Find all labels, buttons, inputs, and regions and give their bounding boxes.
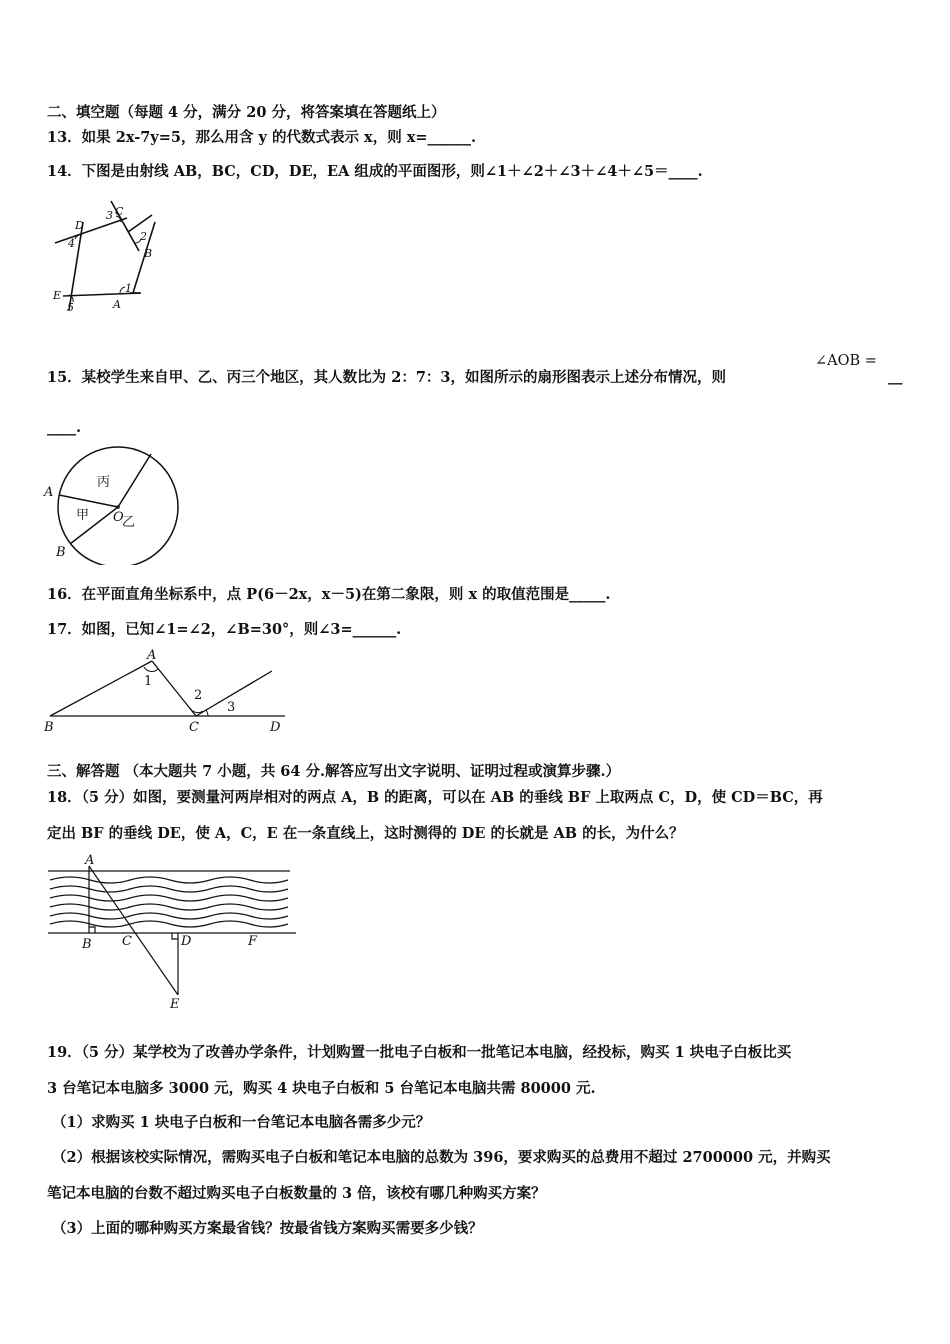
fig17-label-A: A (147, 648, 157, 663)
question-15-blank-end: __ (888, 368, 903, 385)
fig14-label-5: 5 (67, 301, 74, 314)
fig18-label-B: B (82, 937, 92, 952)
question-18-line-1: 18．（5 分）如图，要测量河两岸相对的两点 A，B 的距离，可以在 AB 的垂线 BF 上取两点 C，D，使 CD＝BC，再 (47, 789, 823, 806)
figure-18-river (40, 850, 305, 1015)
fig14-label-4: 4 (68, 237, 75, 250)
question-19-part-1: （1）求购买 1 块电子白板和一台笔记本电脑各需多少元？ (52, 1114, 431, 1131)
fig18-label-A: A (85, 853, 95, 868)
fig17-label-3: 3 (227, 700, 236, 715)
question-17: 17．如图，已知∠1=∠2，∠B=30°，则∠3=______. (47, 621, 402, 638)
figure-15-pie-chart (42, 440, 182, 565)
question-19-part-2-line-2: 笔记本电脑的台数不超过购买电子白板数量的 3 倍，该校有哪几种购买方案？ (47, 1185, 546, 1202)
question-13: 13．如果 2x-7y=5，那么用含 y 的代数式表示 x，则 x=______. (47, 129, 477, 146)
fig18-label-E: E (170, 997, 180, 1012)
question-19-part-2-line-1: （2）根据该校实际情况，需购买电子白板和笔记本电脑的总数为 396，要求购买的总费用不超过 2700000 元，并购买 (52, 1149, 831, 1166)
question-14: 14．下图是由射线 AB，BC，CD，DE，EA 组成的平面图形，则∠1＋∠2＋∠3＋∠4＋∠5＝____. (47, 163, 703, 180)
question-19-part-3: （3）上面的哪种购买方案最省钱？按最省钱方案购买需要多少钱？ (52, 1220, 483, 1237)
fig17-label-D: D (270, 720, 281, 735)
fig15-label-yi: 乙 (122, 515, 136, 530)
section-3-heading: 三、解答题 （本大题共 7 小题，共 64 分.解答应写出文字说明、证明过程或演算步骤.） (47, 763, 621, 780)
fig17-label-B: B (44, 720, 54, 735)
fig14-label-E: E (53, 289, 62, 302)
fig14-label-D: D (75, 219, 84, 232)
section-2-heading: 二、填空题（每题 4 分，满分 20 分，将答案填在答题纸上） (47, 104, 446, 121)
fig15-label-O: O (113, 510, 124, 525)
fig17-label-1: 1 (144, 674, 153, 689)
figure-14-pentagon (45, 195, 175, 320)
fig18-label-F: F (248, 934, 258, 949)
fig15-label-A: A (44, 485, 54, 500)
fig18-label-C: C (122, 934, 132, 949)
question-19-line-1: 19．（5 分）某学校为了改善办学条件，计划购置一批电子白板和一批笔记本电脑，经投标，购买 1 块电子白板比买 (47, 1044, 792, 1061)
fig14-label-A: A (113, 298, 121, 311)
fig14-label-C: C (115, 205, 124, 218)
figure-17-triangle (40, 645, 295, 735)
fig15-label-jia: 甲 (76, 508, 90, 523)
fig14-label-1: 1 (125, 282, 132, 295)
question-18-line-2: 定出 BF 的垂线 DE，使 A，C，E 在一条直线上，这时测得的 DE 的长就是 AB 的长，为什么？ (47, 825, 684, 842)
fig14-label-B: B (144, 247, 153, 260)
question-15-continuation: ____. (47, 419, 82, 436)
question-15-formula: ∠AOB = (815, 353, 877, 369)
fig15-label-bing: 丙 (97, 475, 111, 490)
fig15-label-B: B (56, 545, 66, 560)
fig17-label-2: 2 (194, 688, 203, 703)
question-15: 15．某校学生来自甲、乙、丙三个地区，其人数比为 2：7：3，如图所示的扇形图表示上述分布情况，则 (47, 369, 726, 386)
fig14-label-3: 3 (106, 209, 113, 222)
fig17-label-C: C (189, 720, 199, 735)
fig18-label-D: D (181, 934, 192, 949)
question-19-line-2: 3 台笔记本电脑多 3000 元，购买 4 块电子白板和 5 台笔记本电脑共需 80000 元. (47, 1080, 596, 1097)
question-16: 16．在平面直角坐标系中，点 P(6－2x，x－5)在第二象限，则 x 的取值范围是_____. (47, 586, 611, 603)
fig14-label-2: 2 (140, 230, 147, 243)
